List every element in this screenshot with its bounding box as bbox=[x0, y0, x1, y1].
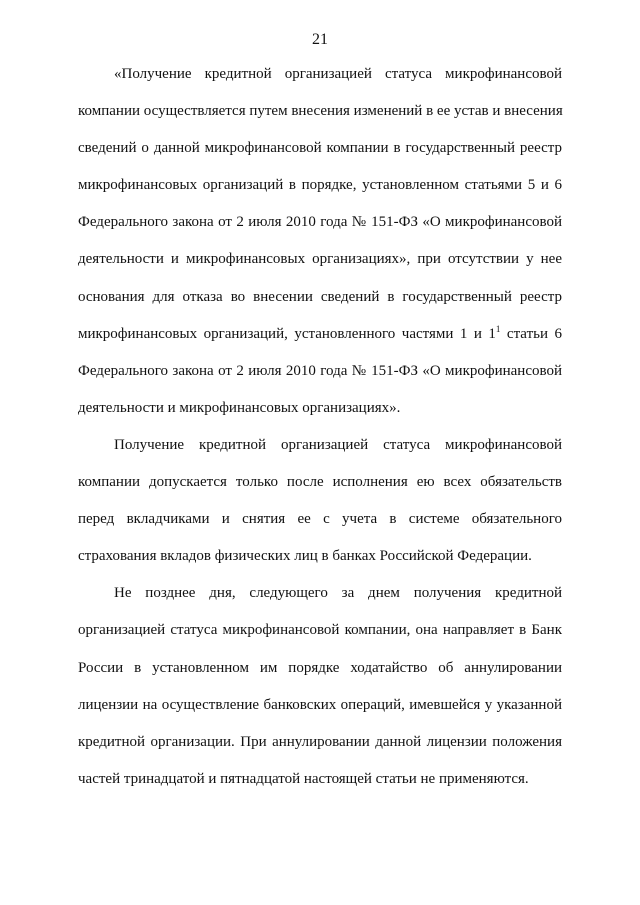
text-line: частей тринадцатой и пятнадцатой настоящей статьи не применяются. bbox=[78, 770, 529, 787]
text-line: организацией статуса микрофинансовой компании, она направляет в Банк bbox=[78, 622, 562, 639]
text-line-end: статьи 6 bbox=[500, 325, 562, 342]
paragraph-1 bbox=[78, 56, 562, 427]
text-line: России в установленном им порядке ходатайство об аннулировании bbox=[78, 659, 562, 676]
paragraph-2 bbox=[78, 427, 562, 575]
text-line: лицензии на осуществление банковских операций, имевшейся у указанной bbox=[78, 696, 562, 713]
text-line: Получение кредитной организацией статуса микрофинансовой bbox=[114, 436, 562, 453]
text-line: Федерального закона от 2 июля 2010 года № 151-ФЗ «О микрофинансовой bbox=[78, 214, 562, 231]
text-line: Федерального закона от 2 июля 2010 года № 151-ФЗ «О микрофинансовой bbox=[78, 362, 562, 379]
text-line: Не позднее дня, следующего за днем получения кредитной bbox=[114, 585, 562, 602]
superscript: 1 bbox=[495, 323, 501, 334]
text-line: микрофинансовых организаций в порядке, установленном статьями 5 и 6 bbox=[78, 177, 562, 194]
text-line: страхования вкладов физических лиц в банках Российской Федерации. bbox=[78, 548, 532, 565]
text-line-with-superscript bbox=[78, 316, 562, 353]
text-line-start: микрофинансовых организаций, установленного частями 1 и 1 bbox=[78, 325, 496, 342]
document-body bbox=[78, 56, 562, 798]
text-line: деятельности и микрофинансовых организациях», при отсутствии у нее bbox=[78, 251, 562, 268]
page-number: 21 bbox=[312, 31, 328, 48]
text-line: основания для отказа во внесении сведений в государственный реестр bbox=[78, 288, 562, 305]
text-line: «Получение кредитной организацией статуса микрофинансовой bbox=[114, 66, 562, 82]
text-line: компании допускается только после исполнения ею всех обязательств bbox=[78, 474, 562, 491]
text-line: деятельности и микрофинансовых организациях». bbox=[78, 399, 401, 416]
text-line: перед вкладчиками и снятия ее с учета в системе обязательного bbox=[78, 511, 562, 528]
text-line: компании осуществляется путем внесения изменений в ее устав и внесения bbox=[78, 103, 563, 120]
text-line: кредитной организации. При аннулировании данной лицензии положения bbox=[78, 733, 562, 750]
text-line: сведений о данной микрофинансовой компании в государственный реестр bbox=[78, 140, 562, 157]
paragraph-3 bbox=[78, 575, 562, 798]
